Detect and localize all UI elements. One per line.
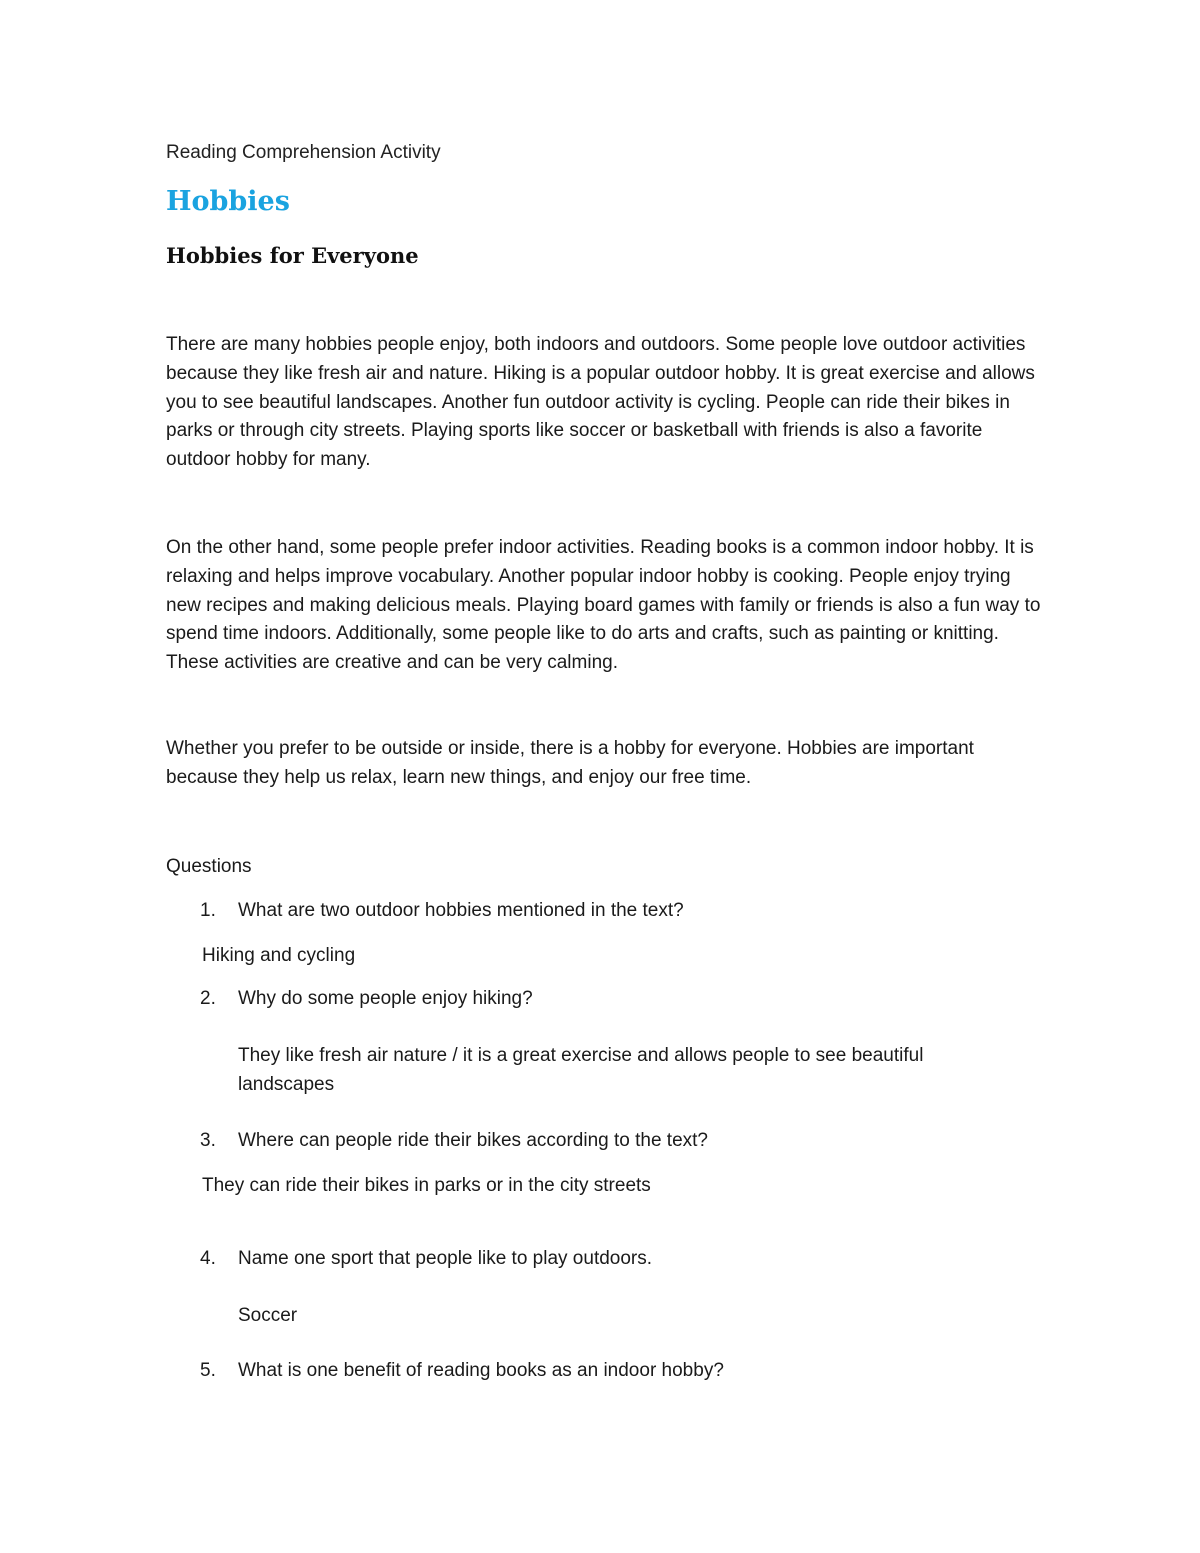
answer-text: They like fresh air nature / it is a great exercise and allows people to see beautiful landscapes — [238, 1045, 924, 1095]
passage-paragraph: There are many hobbies people enjoy, both indoors and outdoors. Some people love outdoor activities because they like fresh air and nature. Hiking is a popular outdoor hobby. It is great exercise and allows you to see beautiful landscapes. Another fun outdoor activity is cycling. People can ride their bikes in parks or through city streets. Playing sports like soccer or basketball with friends is also a favorite outdoor hobby for many. — [166, 334, 1035, 471]
question-number: 1. — [200, 900, 216, 921]
answer-text: Soccer — [238, 1305, 298, 1326]
question-number: 4. — [200, 1248, 216, 1269]
question-number: 2. — [200, 988, 216, 1009]
question-number: 5. — [200, 1360, 216, 1381]
question-number: 3. — [200, 1130, 216, 1151]
question-text: Name one sport that people like to play outdoors. — [238, 1248, 653, 1269]
answer-text: Hiking and cycling — [202, 945, 356, 966]
questions-heading: Questions — [166, 856, 252, 877]
question-text: Where can people ride their bikes according to the text? — [238, 1130, 708, 1151]
page-title: Hobbies — [166, 186, 290, 217]
activity-label: Reading Comprehension Activity — [166, 142, 441, 163]
passage-title: Hobbies for Everyone — [166, 243, 419, 268]
passage-paragraph: On the other hand, some people prefer indoor activities. Reading books is a common indoor hobby. It is relaxing and helps improve vocabulary. Another popular indoor hobby is cooking. People enjoy trying new recipes and making delicious meals. Playing board games with family or friends is also a fun way to spend time indoors. Additionally, some people like to do arts and crafts, such as painting or knitting. These activities are creative and can be very calming. — [166, 537, 1041, 674]
answer-text: They can ride their bikes in parks or in the city streets — [202, 1175, 651, 1196]
passage-paragraph: Whether you prefer to be outside or inside, there is a hobby for everyone. Hobbies are important because they help us relax, learn new things, and enjoy our free time. — [166, 738, 974, 788]
question-text: What is one benefit of reading books as an indoor hobby? — [238, 1360, 724, 1381]
question-text: Why do some people enjoy hiking? — [238, 988, 533, 1009]
question-text: What are two outdoor hobbies mentioned in the text? — [238, 900, 684, 921]
